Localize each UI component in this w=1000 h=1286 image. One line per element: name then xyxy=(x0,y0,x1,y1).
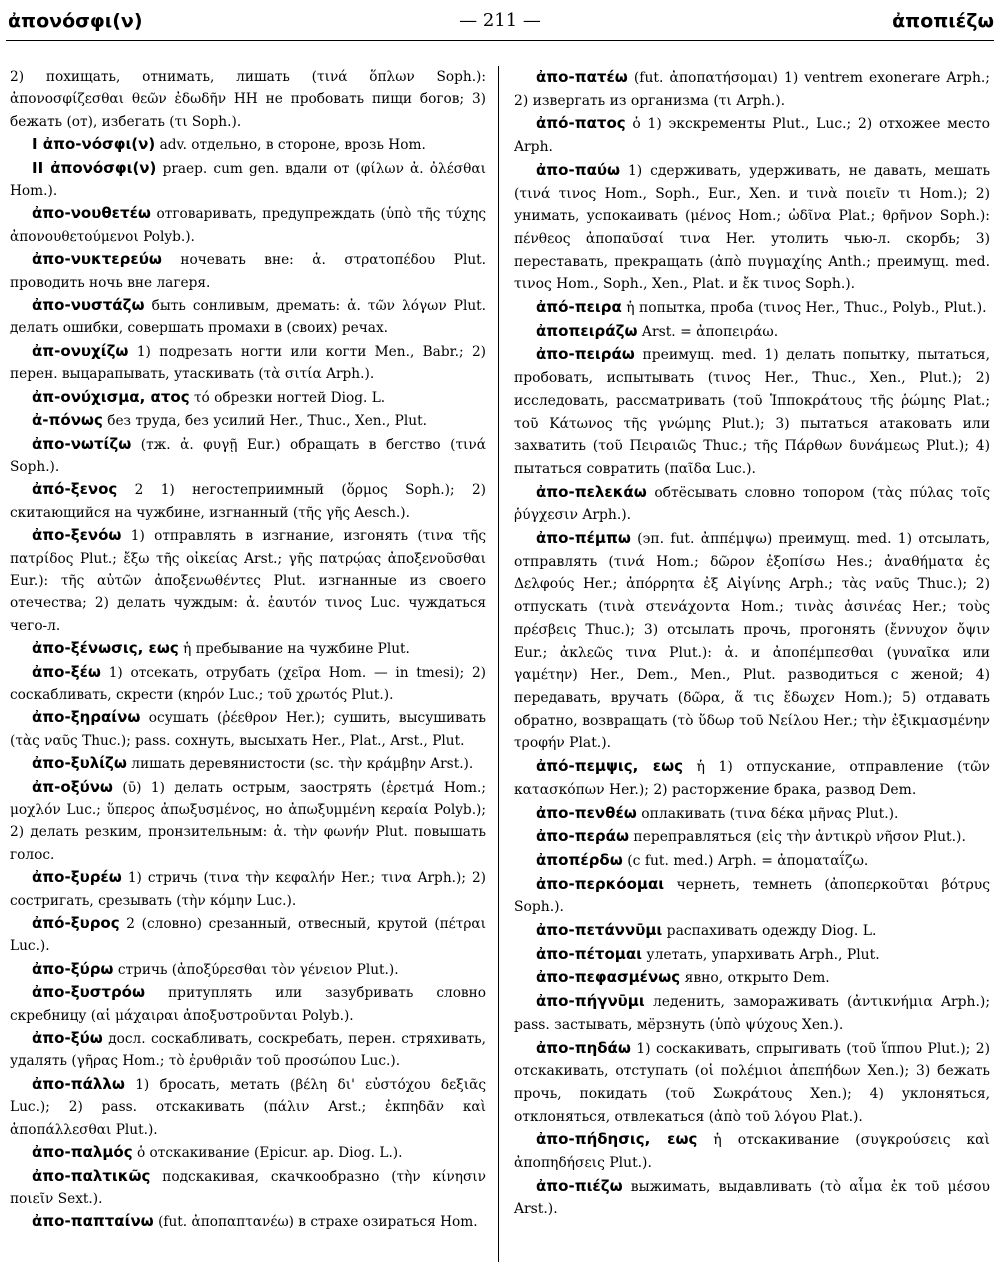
entry-definition: (fut. ἀποπατήσομαι) 1) ventrem exonerare Arph.; 2) извергать из организма (τι Arph.). xyxy=(514,70,990,109)
dictionary-entry xyxy=(10,294,486,340)
entry-definition: леденить, замораживать (ἀντικνήμια Arph.); pass. застывать, мёрзнуть (ὑπὸ ψύχους Xen.). xyxy=(514,994,991,1033)
dictionary-entry xyxy=(514,343,990,480)
dictionary-entry xyxy=(10,776,486,867)
dictionary-entry xyxy=(10,1073,486,1141)
left-column xyxy=(10,66,486,1234)
entry-definition: 2 1) негостеприимный (ὅρμος Soph.); 2) скитающийся на чужбине, изгнанный (τῆς γῆς Aesch.). xyxy=(10,482,486,521)
entry-headword: II ἀπονόσφι(ν) xyxy=(32,158,157,177)
entry-headword: ἀπο-ξύω xyxy=(32,1029,103,1048)
entry-definition: улетать, упархивать Arph., Plut. xyxy=(646,946,880,963)
entry-headword: ἀπο-πετάννῡμι xyxy=(536,921,663,940)
entry-definition: (fut. ἀποπαπτανέω) в страхе озираться Hom. xyxy=(158,1214,478,1231)
dictionary-entry xyxy=(10,912,486,958)
dictionary-entry xyxy=(10,524,486,637)
dictionary-entry xyxy=(514,320,990,344)
entry-definition: ἡ пребывание на чужбине Plut. xyxy=(183,641,410,658)
entry-headword: ἀπό-πατος xyxy=(536,114,626,133)
entry-headword: I ἀπο-νόσφι(ν) xyxy=(32,135,156,154)
dictionary-entry xyxy=(514,1128,990,1174)
entry-headword: ἀπο-πήγνῡμι xyxy=(536,992,645,1011)
entry-definition: распахивать одежду Diog. L. xyxy=(666,923,877,940)
entry-headword: ἀποπέρδω xyxy=(536,850,623,869)
entry-definition: выжимать, выдавливать (τὸ αἷμα ἐκ τοῦ μέσου Arst.). xyxy=(514,1178,990,1218)
entry-definition: быть сонливым, дремать: ἀ. τῶν λόγων Plut. делать ошибки, совершать промахи в (своих) речах. xyxy=(10,298,487,337)
entry-headword: ἀπο-ξένωσις, εως xyxy=(32,639,179,658)
dictionary-entry xyxy=(10,340,486,386)
entry-definition: стричь (ἀποξύρεσθαι τὸν γένειον Plut.). xyxy=(117,961,399,978)
dictionary-entry xyxy=(10,706,486,752)
dictionary-entry xyxy=(10,866,486,912)
entry-definition: обтёсывать словно топором (τὰς πύλας τοῖς ῥύγχεσιν Arph.). xyxy=(514,484,991,524)
dictionary-entry xyxy=(10,248,486,294)
dictionary-entry xyxy=(514,1175,990,1221)
dictionary-entry xyxy=(10,1165,486,1211)
entry-headword: ἀπο-πηδάω xyxy=(536,1038,631,1057)
entry-definition: без труда, без усилий Her., Thuc., Xen., Plut. xyxy=(107,413,427,430)
dictionary-entry xyxy=(10,202,486,248)
page-header xyxy=(6,10,994,41)
entry-definition: (ῡ) 1) делать острым, заострять (ἐρετμά Hom.; μοχλόν Luc.; ὕπερος ἀπωξυσμένος, но ἀπωξυμμένη κεραία Polyb.); 2) делать резким, пронзительным: ἀ. τὴν φωνήν Plut. повышать голос. xyxy=(10,779,486,863)
entry-definition: ἡ попытка, проба (τινος Her., Thuc., Polyb., Plut.). xyxy=(626,300,987,317)
entry-definition: ἡ отскакивание (συγκρούσεις καὶ ἀποπηδήσεις Plut.). xyxy=(514,1132,990,1172)
entry-headword: ἀπο-πάλλω xyxy=(32,1074,125,1093)
entry-headword: ἀπο-νυκτερεύω xyxy=(32,250,162,269)
dictionary-entry xyxy=(514,943,990,967)
entry-headword: ἀπο-πέτομαι xyxy=(536,944,642,963)
dictionary-entry xyxy=(514,802,990,826)
entry-headword: ἀπ-οξύνω xyxy=(32,777,113,796)
dictionary-entry xyxy=(10,1027,486,1073)
dictionary-entry xyxy=(10,66,486,133)
entry-headword: ἀπό-πεμψις, εως xyxy=(536,757,683,776)
entry-definition: осушать (ῥέεθρον Her.); сушить, высушивать (τὰς ναῦς Thuc.); pass. сохнуть, высыхать Her., Plat., Arst., Plut. xyxy=(10,710,486,749)
column-divider xyxy=(498,66,499,1262)
page-number: — 211 — xyxy=(459,10,541,31)
entry-definition: 2 (словно) срезанный, отвесный, крутой (πέτραι Luc.). xyxy=(10,916,486,955)
dictionary-entry xyxy=(10,478,486,524)
entry-headword: ἀπο-περάω xyxy=(536,827,629,846)
entry-definition: 1) бросать, метать (βέλη δι' εὐστόχου δεξιᾶς Luc.); 2) pass. отскакивать (πάλιν Arst.; ἐκπηδᾶν καὶ ἀποπάλλεσθαι Plut.). xyxy=(10,1076,486,1138)
entry-headword: ἀπ-ονύχισμα, ατος xyxy=(32,387,190,406)
entry-definition: преимущ. med. 1) делать попытку, пытаться, пробовать, испытывать (τινος Her., Thuc., Xen., Plut.); 2) исследовать, рассматривать (τοῦ Ἱπποκράτους τῆς ῥώμης Plat.; τοῦ Κάτωνος τῆς γνώμης Plut.); 3) пытаться атаковать или захватить (τοῦ Πειραιῶς Thuc.; τῆς Πάρθων δυνάμεως Plut.); 4) пытаться совратить (παῖδα Luc.). xyxy=(514,347,990,477)
entry-definition: подскакивая, скачкообразно (τὴν κίνησιν ποιεῖν Sext.). xyxy=(10,1168,486,1207)
entry-headword: ἀπο-ξέω xyxy=(32,662,101,681)
entry-headword: ἀπο-πατέω xyxy=(536,68,628,86)
entry-headword: ἀποπειράζω xyxy=(536,321,638,340)
entry-headword: ἀπο-πιέζω xyxy=(536,1176,623,1195)
dictionary-entry xyxy=(514,919,990,943)
entry-headword: ἀπό-ξυρος xyxy=(32,914,120,933)
dictionary-entry xyxy=(10,157,486,203)
dictionary-entry xyxy=(10,637,486,660)
dictionary-entry xyxy=(514,112,990,158)
entry-headword: ἀπο-παύω xyxy=(536,160,621,179)
entry-definition: adv. отдельно, в стороне, врозь Hom. xyxy=(159,137,426,154)
right-running-headword: ἀποπιέζω xyxy=(892,10,994,32)
dictionary-entry xyxy=(10,958,486,981)
dictionary-entry xyxy=(10,409,486,432)
entry-headword: ἀπο-πήδησις, εως xyxy=(536,1130,698,1149)
entry-headword: ἀπο-ξενόω xyxy=(32,526,122,545)
entry-headword: ἀπο-ξυλίζω xyxy=(32,754,127,773)
dictionary-entry xyxy=(514,825,990,849)
dictionary-entry xyxy=(514,755,990,801)
entry-headword: ἀπο-νυστάζω xyxy=(32,296,145,315)
entry-headword: ἀπο-παλτικῶς xyxy=(32,1166,151,1185)
entry-headword: ἀπο-πέμπω xyxy=(536,529,631,548)
dictionary-entry xyxy=(10,661,486,707)
dictionary-entry xyxy=(10,433,486,479)
entry-definition: τό обрезки ногтей Diog. L. xyxy=(193,389,386,406)
entry-headword: ἀπο-πεφασμένως xyxy=(536,968,681,987)
dictionary-entry xyxy=(514,296,990,320)
dictionary-entry xyxy=(514,481,990,527)
right-column xyxy=(514,66,990,1221)
entry-headword: ἀπο-ξηραίνω xyxy=(32,708,141,727)
entry-definition: ἡ 1) отпускание, отправление (τῶν κατασκόπων Her.); 2) расторжение брака, развод Dem. xyxy=(514,759,990,798)
entry-headword: ἀπο-παλμός xyxy=(32,1143,133,1162)
entry-definition: Arst. = ἀποπειράω. xyxy=(641,323,779,340)
entry-headword: ἀπο-νουθετέω xyxy=(32,204,151,223)
entry-definition: 1) отсекать, отрубать (χεῖρα Hom. — in tmesi); 2) соскабливать, скрести (κηρόν Luc.; τοῦ χρωτός Plut.). xyxy=(10,664,487,703)
entry-definition: 1) подрезать ногти или когти Men., Babr.; 2) перен. выцарапывать, утаскивать (τὰ σιτία Arph.). xyxy=(10,343,486,383)
entry-definition: явно, открыто Dem. xyxy=(684,970,830,987)
entry-definition: (с fut. med.) Arph. = ἀποματαΐζω. xyxy=(627,852,869,869)
entry-definition: ὁ 1) экскременты Plut., Luc.; 2) отхожее место Arph. xyxy=(514,116,990,156)
entry-definition: 1) отправлять в изгнание, изгонять (τινα τῆς πατρίδος Plut.; ἔξω τῆς οἰκείας Arst.; γῆς πατρῴας ἀποξενοῦσθαι Eur.): τῆς αὐτῶν ἀποξενωθέντες Plut. изгнанные из своего отечества; 2) делать чуждым: ἀ. ἑαυτόν τινος Luc. чуждаться чего-л. xyxy=(10,528,486,634)
entry-definition: переправляться (εἰς τὴν ἀντικρὺ νῆσον Plut.). xyxy=(633,829,966,846)
dictionary-entry xyxy=(514,527,990,755)
entry-headword: ἀπο-πελεκάω xyxy=(536,482,647,501)
entry-definition: лишать деревянистости (sc. τὴν κράμβην Arst.). xyxy=(131,756,474,773)
entry-headword: ἀπο-νωτίζω xyxy=(32,434,132,453)
dictionary-entry xyxy=(514,873,990,919)
entry-headword: ἀπο-πειράω xyxy=(536,345,635,364)
entry-headword: ἀπο-πενθέω xyxy=(536,803,637,822)
entry-headword: ἀπ-ονυχίζω xyxy=(32,341,129,360)
entry-headword: ἀπο-περκόομαι xyxy=(536,874,665,893)
dictionary-entry xyxy=(10,1141,486,1164)
dictionary-entry xyxy=(10,752,486,775)
entry-definition: 1) соскакивать, спрыгивать (τοῦ ἵππου Plut.); 2) отскакивать, отступать (οἱ πολέμιοι ἀπεπήδων Xen.); 3) бежать прочь, покидать (τοῦ Σωκράτους Xen.); 4) уклоняться, отклоняться, отвлекаться (ἀπὸ τοῦ λόγου Plat.). xyxy=(514,1040,990,1125)
entry-definition: оплакивать (τινα δέκα μῆνας Plut.). xyxy=(641,805,899,822)
dictionary-entry xyxy=(514,1037,990,1129)
dictionary-entry xyxy=(514,966,990,990)
entry-headword: ἀ-πόνως xyxy=(32,411,103,430)
dictionary-entry xyxy=(10,386,486,409)
entry-definition: (тж. ἀ. φυγῇ Eur.) обращать в бегство (τινά Soph.). xyxy=(10,436,486,475)
entry-definition: 1) стричь (τινα τὴν κεφαλήν Her.; τινα Arph.); 2) состригать, срезывать (τὴν κόμην Luc.). xyxy=(10,870,486,909)
entry-definition: притуплять или зазубривать словно скребницу (αἱ μάχαιραι ἀποξυστροῦνται Polyb.). xyxy=(10,985,487,1024)
entry-definition: досл. соскабливать, соскребать, перен. стряхивать, удалять (γῆρας Hom.; τὸ ἐρυθριᾶν τοῦ προσώπου Luc.). xyxy=(10,1031,486,1070)
dictionary-entry xyxy=(514,159,990,296)
entry-headword: ἀπό-πειρα xyxy=(536,298,622,317)
entry-definition: отговаривать, предупреждать (ὑπὸ τῆς τύχης ἀπονουθετούμενοι Polyb.). xyxy=(10,206,486,245)
dictionary-entry xyxy=(10,1210,486,1233)
left-running-headword: ἀπονόσφι(ν) xyxy=(8,10,143,32)
dictionary-entry xyxy=(10,133,486,156)
dictionary-entry xyxy=(10,981,486,1027)
entry-definition: 2) похищать, отнимать, лишать (τινά ὅπλων Soph.): ἀπονοσφίζεσθαι θεῶν ἐδωδῆν HH не пробовать пищи богов; 3) бежать (от), избегать (τι Soph.). xyxy=(10,69,486,130)
dictionary-entry xyxy=(514,66,990,112)
entry-definition: ночевать вне: ἀ. στρατοπέδου Plut. проводить ночь вне лагеря. xyxy=(10,252,486,291)
entry-definition: чернеть, темнеть (ἀποπερκοῦται βότρυς Soph.). xyxy=(514,876,991,916)
entry-definition: praep. cum gen. вдали от (φίλων ἀ. ὀλέσθαι Hom.). xyxy=(10,160,487,200)
entry-headword: ἀπο-ξυρέω xyxy=(32,868,122,887)
entry-headword: ἀπο-ξυστρόω xyxy=(32,983,146,1002)
entry-definition: 1) сдерживать, удерживать, не давать, мешать (τινά τινος Hom., Soph., Eur., Xen. и τινὰ ποιεῖν τι Hom.); 2) унимать, успокаивать (μένος Hom.; ὠδῖνα Plat.; θρῆνον Soph.): πένθεος ἀποπαῦσαί τινα Her. утолить чью-л. скорбь; 3) переставать, прекращать (ἀπὸ πυγμαχίης Anth.; преимущ. med. τινος Hom., Soph., Xen., Plat. и ἔκ τινος Soph.). xyxy=(514,162,991,293)
dictionary-entry xyxy=(514,990,990,1036)
entry-headword: ἀπό-ξενος xyxy=(32,480,118,499)
entry-definition: ὁ отскакивание (Epicur. ap. Diog. L.). xyxy=(136,1145,403,1162)
dictionary-entry xyxy=(514,849,990,873)
entry-headword: ἀπο-ξύρω xyxy=(32,959,114,978)
entry-headword: ἀπο-παπταίνω xyxy=(32,1212,154,1231)
entry-definition: (эп. fut. ἀππέμψω) преимущ. med. 1) отсылать, отправлять (τινά Hom.; δῶρον ἐξοπίσω Hes.; ἀναθήματα ἐς Δελφούς Her.; ἀπόρρητα ἐξ Αἰγίνης Arph.; τὰς ναῦς Thuc.); 2) отпускать (τινὰ στενάχοντα Hom.; τινὰς ἀσινέας Her.; τοὺς πρέσβεις Thuc.); 3) отсылать прочь, прогонять (ἔννυχον ὄψιν Eur.; ἀκλεῶς τινα Plut.): ἀ. и ἀποπέμπεσθαι (γυναῖκα или γαμέτην) Her., Dem., Men., Plut. разводиться с женой; 4) передавать, вручать (δῶρα, ἅ τις ἔδωχεν Hom.); 5) отдавать обратно, возвращать (τὸ ὕδωρ τοῦ Νείλου Her.; τὴν ἐξικμασμένην τροφήν Plat.). xyxy=(514,531,990,752)
